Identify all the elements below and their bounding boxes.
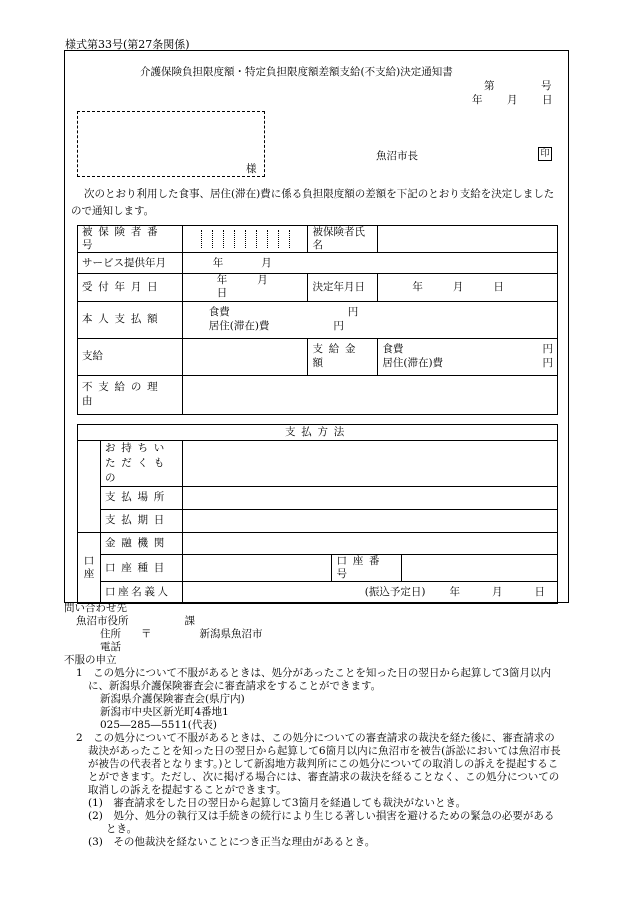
insured-number-label: 被保険者番号: [78, 226, 183, 253]
bring-label: お持ちいただくもの: [100, 441, 182, 487]
holder-label: 口座名義人: [100, 582, 182, 604]
insured-number-cells: [182, 226, 308, 253]
mayor-name: 魚沼市長: [376, 150, 418, 162]
document-title: 介護保険負担限度額・特定負担限度額差額支給(不支給)決定通知書: [140, 66, 453, 78]
payment-label: 支給: [78, 338, 183, 375]
service-month-value: 年 月: [182, 253, 557, 274]
self-pay-label: 本人支払額: [78, 301, 183, 338]
period-label: 支払期日: [100, 510, 182, 533]
received-date-label: 受付年月日: [78, 274, 183, 301]
account-number-label: 口座番号: [332, 555, 402, 582]
bottom-section: [64, 602, 564, 849]
appeal-body-phone: 025―285―5511(代表): [100, 719, 217, 731]
appeal-sub-1: (1) 審査請求をした日の翌日から起算して3箇月を経過しても裁決がないとき。: [88, 797, 467, 809]
contact-office: 魚沼市役所 課: [76, 615, 195, 627]
account-type-label: 口座種目: [100, 555, 182, 582]
honorific: 様: [246, 163, 257, 175]
payment-method-heading: 支払方法: [78, 425, 558, 441]
period-value: [182, 510, 557, 533]
service-month-label: サービス提供年月: [78, 253, 183, 274]
payment-amount-value: 食費 円 居住(滞在)費 円: [378, 338, 558, 375]
appeal-item-1: 1 この処分について不服があるときは、処分があったことを知った日の翌日から起算して3箇月以内に、新潟県介護保険審査会に審査請求をすることができます。: [76, 667, 552, 692]
place-label: 支払場所: [100, 487, 182, 510]
method-blank: [78, 441, 101, 533]
insured-name-label: 被保険者氏名: [308, 226, 378, 253]
appeal-heading: 不服の申立: [64, 654, 117, 666]
insured-name-value: [378, 226, 558, 253]
payment-amount-label: 支給金額: [308, 338, 378, 375]
form-number: 様式第33号(第27条関係): [65, 38, 190, 51]
payment-value: [182, 338, 308, 375]
appeal-sub-2: (2) 処分、処分の執行又は手続きの続行により生じる著しい損害を避けるための緊急の必要があるとき。: [88, 810, 555, 835]
number-suffix: 号: [541, 80, 552, 92]
self-pay-value: 食費 円 居住(滞在)費 円: [182, 301, 557, 338]
appeal-item-2: 2 この処分について不服があるときは、この処分についての審査請求の裁決を経た後に、審査請求の裁決があったことを知った日の翌日から起算して6箇月以内に魚沼市を被告(訴訟においては魚沼市長が被告の代表者となります。)として新潟地方裁判所にこの処分についての取消しの訴えを提起することができます。ただし、次に掲げる場合には、審査請求の裁決を経ることなく、この処分についての取消しの訴えを提起することができます。: [76, 732, 561, 796]
received-date-value: 年 月日: [182, 274, 308, 301]
bring-value: [182, 441, 557, 487]
account-number-value: [402, 555, 558, 582]
seal-mark: 印: [538, 147, 552, 161]
institution-value: [182, 533, 557, 555]
appeal-body-name: 新潟県介護保険審査会(県庁内): [100, 693, 245, 705]
decision-date-label: 決定年月日: [308, 274, 378, 301]
date-year: 年: [472, 94, 483, 106]
contact-heading: 問い合わせ先: [64, 602, 127, 614]
decision-date-value: 年 月 日: [378, 274, 558, 301]
holder-value: (振込予定日) 年 月 日: [182, 582, 557, 604]
appeal-body-address: 新潟市中央区新光町4番地1: [100, 706, 229, 718]
contact-address: 住所 〒 新潟県魚沼市: [100, 628, 263, 640]
payment-method-table: [77, 424, 558, 604]
reason-label: 不支給の理由: [78, 375, 183, 414]
account-label: 口座: [78, 533, 101, 604]
institution-label: 金融機関: [100, 533, 182, 555]
account-type-value: [182, 555, 332, 582]
date-day: 日: [542, 94, 553, 106]
number-prefix: 第: [484, 80, 495, 92]
date-month: 月: [507, 94, 518, 106]
appeal-sub-3: (3) その他裁決を経ないことにつき正当な理由があるとき。: [88, 836, 376, 848]
decision-table: [77, 225, 558, 415]
contact-phone: 電話: [100, 641, 121, 653]
reason-value: [182, 375, 557, 414]
place-value: [182, 487, 557, 510]
address-box: [77, 111, 265, 177]
intro-text: 次のとおり利用した食事、居住(滞在)費に係る負担限度額の差額を下記のとおり支給を決定しましたので通知します。: [71, 188, 555, 217]
